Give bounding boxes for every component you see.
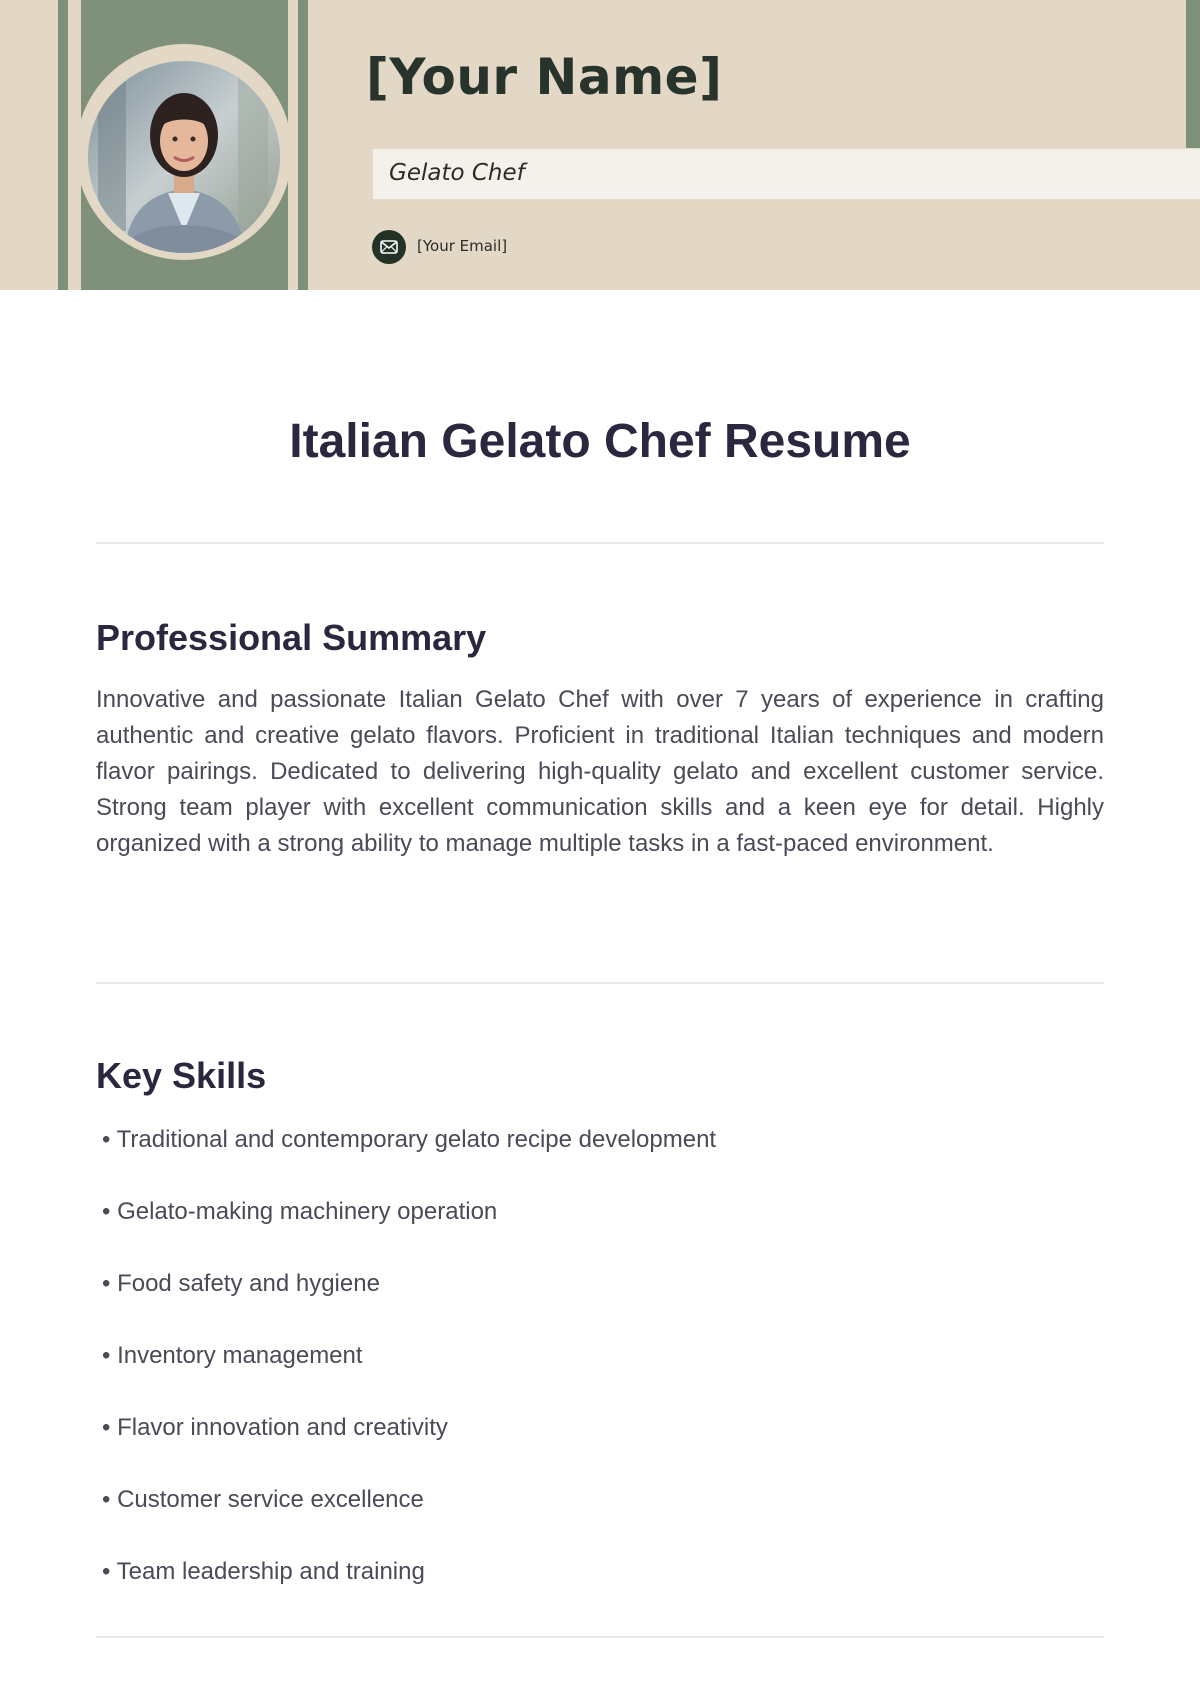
summary-heading: Professional Summary xyxy=(96,617,487,658)
skill-item: • Customer service excellence xyxy=(102,1486,424,1513)
envelope-icon xyxy=(372,230,406,264)
email-address: [Your Email] xyxy=(417,237,508,255)
skill-item: • Gelato-making machinery operation xyxy=(102,1198,498,1225)
resume-header xyxy=(0,0,1200,290)
summary-text: Innovative and passionate Italian Gelato Chef with over 7 years of experience in crafting authentic and creative gelato flavors. Proficient in traditional Italian techniques and modern flavor pairings. Dedicated to delivering high-quality gelato and excellent customer service. Strong team player with excellent communication skills and a keen eye for detail. Highly organized with a strong ability to manage multiple tasks in a fast-paced environment. xyxy=(96,686,1104,857)
section-divider xyxy=(96,542,1104,544)
skill-item: • Team leadership and training xyxy=(102,1558,425,1585)
document-title: Italian Gelato Chef Resume xyxy=(289,415,911,468)
section-divider xyxy=(96,1636,1104,1638)
job-title: Gelato Chef xyxy=(389,160,525,186)
candidate-name: [Your Name] xyxy=(366,48,723,106)
accent-stripe-left xyxy=(58,0,68,290)
skill-item: • Traditional and contemporary gelato recipe development xyxy=(102,1126,717,1153)
accent-stripe-right xyxy=(298,0,308,290)
skill-item: • Flavor innovation and creativity xyxy=(102,1414,448,1441)
skill-item: • Food safety and hygiene xyxy=(102,1270,380,1297)
skill-item: • Inventory management xyxy=(102,1342,363,1369)
skills-heading: Key Skills xyxy=(96,1055,267,1096)
section-divider xyxy=(96,982,1104,984)
accent-edge xyxy=(1186,0,1200,148)
job-title-bar xyxy=(373,149,1200,199)
skills-list xyxy=(102,1122,716,1626)
profile-photo xyxy=(88,61,280,253)
